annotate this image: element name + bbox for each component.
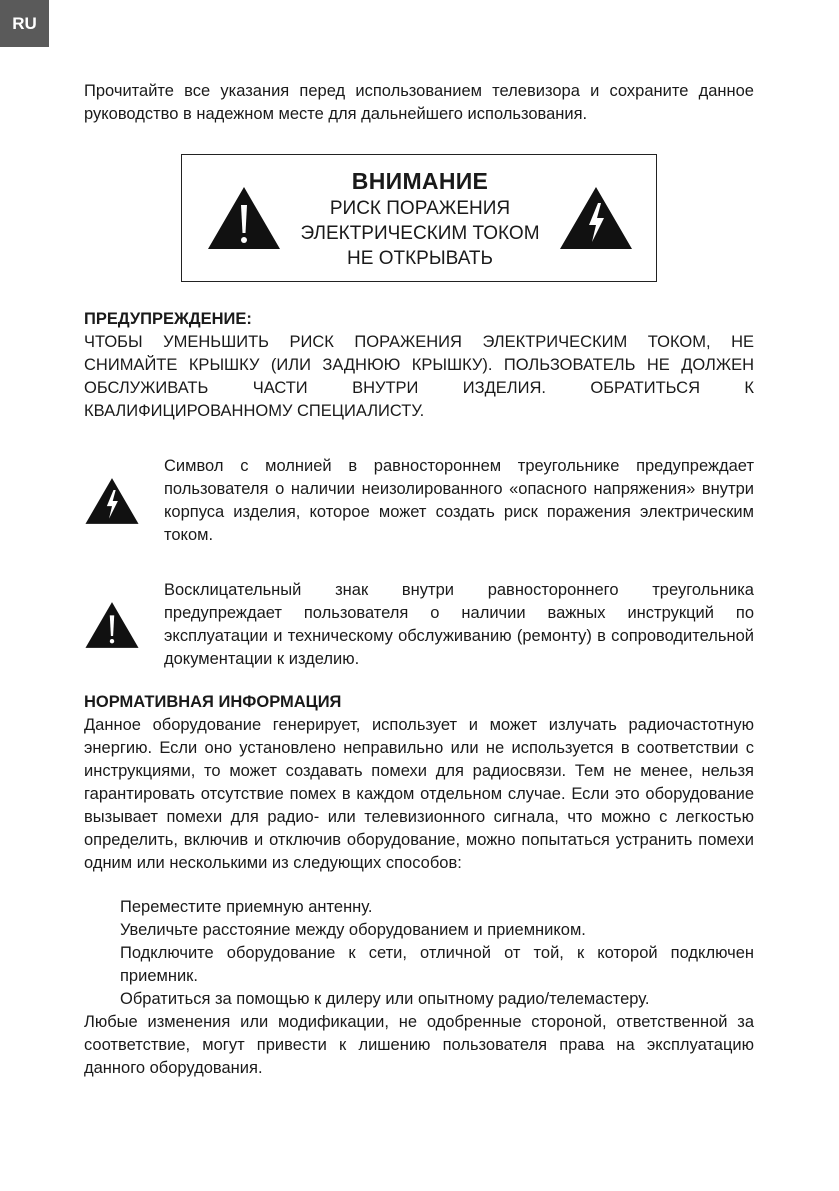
- list-item: Переместите приемную антенну.: [120, 898, 373, 916]
- list-item: Подключите оборудование к сети, отличной от той, к которой подключен приемник.: [120, 944, 754, 985]
- exclamation-symbol-text: Восклицательный знак внутри равностороннего треугольника предупреждает пользователя о наличии важных инструкций по эксплуатации и техническому обслуживанию (ремонту) в сопроводительной документации к изделию.: [164, 581, 754, 668]
- lightning-symbol-row: [84, 455, 754, 547]
- caution-line-1: РИСК ПОРАЖЕНИЯ: [329, 197, 511, 219]
- exclamation-triangle-icon: [206, 185, 282, 251]
- caution-title: ВНИМАНИЕ: [351, 167, 489, 194]
- exclamation-triangle-icon: [84, 600, 140, 650]
- regulatory-footer: Любые изменения или модификации, не одобренные стороной, ответственной за соответствие, могут привести к лишению пользователя права на эксплуатацию данного оборудования.: [84, 1013, 754, 1077]
- warning-heading: ПРЕДУПРЕЖДЕНИЕ:: [84, 310, 252, 328]
- remedy-list: [84, 896, 754, 1011]
- lightning-symbol-text: Символ с молнией в равностороннем треугольнике предупреждает пользователя о наличии неизолированного «опасного напряжения» внутри корпуса изделия, которое может создать риск поражения электрическим током.: [164, 457, 754, 544]
- caution-line-3: НЕ ОТКРЫВАТЬ: [347, 247, 493, 269]
- caution-box: [181, 154, 657, 282]
- regulatory-section: [84, 691, 754, 1080]
- page-content: [84, 80, 754, 1080]
- regulatory-heading: НОРМАТИВНАЯ ИНФОРМАЦИЯ: [84, 693, 342, 711]
- regulatory-body: Данное оборудование генерирует, использует и может излучать радиочастотную энергию. Если оно установлено неправильно или не используется в соответствии с инструкциями, то может создавать помехи для радиосвязи. Тем не менее, нельзя гарантировать отсутствие помех в каждом отдельном случае. Если это оборудование вызывает помехи для радио- или телевизионного сигнала, что можно с легкостью определить, включив и отключив оборудование, можно попытаться устранить помехи одним или несколькими из следующих способов:: [84, 716, 754, 872]
- language-tab: RU: [0, 0, 49, 47]
- warning-section: [84, 308, 754, 423]
- list-item: Увеличьте расстояние между оборудованием и приемником.: [120, 921, 586, 939]
- caution-text: [300, 166, 539, 271]
- caution-line-2: ЭЛЕКТРИЧЕСКИМ ТОКОМ: [300, 222, 540, 244]
- lightning-triangle-icon: [84, 476, 140, 526]
- warning-body: ЧТОБЫ УМЕНЬШИТЬ РИСК ПОРАЖЕНИЯ ЭЛЕКТРИЧЕСКИМ ТОКОМ, НЕ СНИМАЙТЕ КРЫШКУ (ИЛИ ЗАДНЮЮ КРЫШКУ). ПОЛЬЗОВАТЕЛЬ НЕ ДОЛЖЕН ОБСЛУЖИВАТЬ ЧАСТИ ВНУТРИ ИЗДЕЛИЯ. ОБРАТИТЬСЯ К КВАЛИФИЦИРОВАННОМУ СПЕЦИАЛИСТУ.: [84, 333, 754, 420]
- lightning-triangle-icon: [558, 185, 634, 251]
- intro-text: Прочитайте все указания перед использованием телевизора и сохраните данное руководство в надежном месте для дальнейшего использования.: [84, 82, 754, 123]
- exclamation-symbol-row: [84, 579, 754, 671]
- list-item: Обратиться за помощью к дилеру или опытному радио/телемастеру.: [120, 990, 650, 1008]
